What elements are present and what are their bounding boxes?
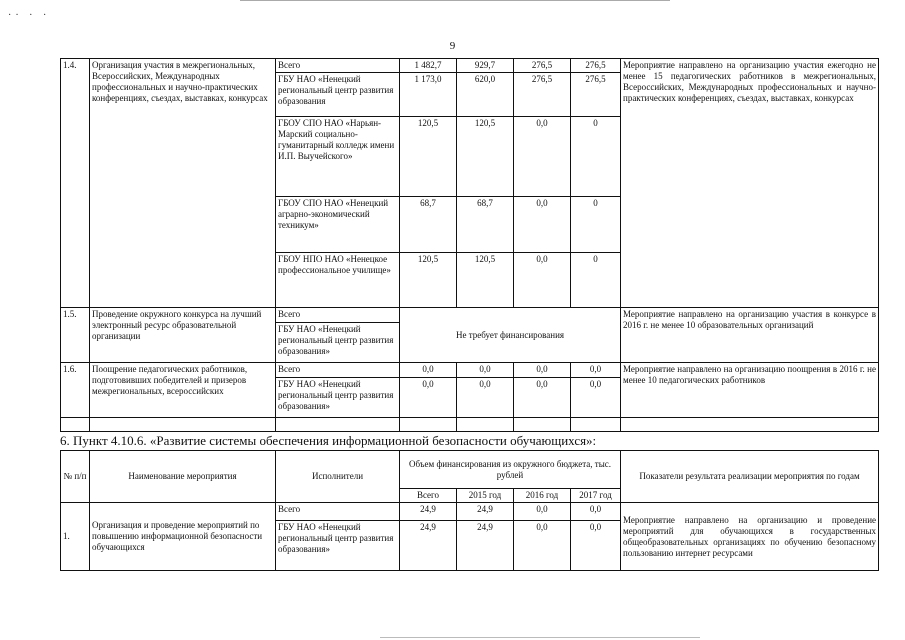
table-row xyxy=(61,59,879,73)
header-executors: Исполнители xyxy=(276,451,400,503)
activities-table xyxy=(60,58,879,432)
amount-2016: 0,0 xyxy=(514,363,571,378)
scan-artifact: ·· · · xyxy=(8,10,51,21)
amount-total: 1 482,7 xyxy=(400,59,457,73)
executor-name: Всего xyxy=(276,363,400,378)
amount-2016: 0,0 xyxy=(514,197,571,253)
activity-name: Организация участия в межрегиональных, Всероссийских, Международных профессиональных и научно-практических конференциях, съездах, выставках, конкурсах xyxy=(90,59,276,308)
executor-name: Всего xyxy=(276,503,400,521)
amount-2017: 0 xyxy=(571,253,621,308)
amount-2015: 24,9 xyxy=(457,503,514,521)
section6-table xyxy=(60,450,879,571)
amount-2016: 0,0 xyxy=(514,117,571,197)
result-indicator: Мероприятие направлено на организацию участия в конкурсе в 2016 г. не менее 10 образовательных организаций xyxy=(621,308,879,363)
executor-name: ГБУ НАО «Ненецкий региональный центр развития образования xyxy=(276,73,400,117)
header-2016: 2016 год xyxy=(514,489,571,503)
table-row xyxy=(61,363,879,378)
header-name: Наименование мероприятия xyxy=(90,451,276,503)
executor-name: Всего xyxy=(276,59,400,73)
amount-2015: 24,9 xyxy=(457,521,514,571)
activity-name: Поощрение педагогических работников, подготовивших победителей и призеров межрегиональных, всероссийских xyxy=(90,363,276,418)
amount-2016: 276,5 xyxy=(514,59,571,73)
row-number: 1.5. xyxy=(61,308,90,363)
amount-total: 68,7 xyxy=(400,197,457,253)
amount-2016: 0,0 xyxy=(514,378,571,418)
section-title: 6. Пункт 4.10.6. «Развитие системы обеспечения информационной безопасности обучающихся»: xyxy=(60,433,597,448)
amount-2017: 276,5 xyxy=(571,73,621,117)
amount-total: 1 173,0 xyxy=(400,73,457,117)
header-2017: 2017 год xyxy=(571,489,621,503)
amount-total: 24,9 xyxy=(400,503,457,521)
result-indicator: Мероприятие направлено на организацию и проведение мероприятий для обучающихся в государственных общеобразовательных организациях по обучению безопасному пользованию интернет ресурсами xyxy=(621,503,879,571)
activity-name: Организация и проведение мероприятий по повышению информационной безопасности обучающихся xyxy=(90,503,276,571)
amount-2017: 0,0 xyxy=(571,521,621,571)
amount-2017: 0,0 xyxy=(571,363,621,378)
amount-total: 120,5 xyxy=(400,117,457,197)
amount-2015: 620,0 xyxy=(457,73,514,117)
amount-2017: 0,0 xyxy=(571,503,621,521)
amount-2016: 0,0 xyxy=(514,521,571,571)
amount-2015: 0,0 xyxy=(457,378,514,418)
executor-name: ГБУ НАО «Ненецкий региональный центр развития образования» xyxy=(276,323,400,363)
amount-total: 0,0 xyxy=(400,378,457,418)
executor-name: ГБОУ СПО НАО «Нарьян-Марский социально-гуманитарный колледж имени И.П. Выучейского» xyxy=(276,117,400,197)
amount-total: 120,5 xyxy=(400,253,457,308)
executor-name: ГБУ НАО «Ненецкий региональный центр развития образования» xyxy=(276,521,400,571)
amount-total: 0,0 xyxy=(400,363,457,378)
funding-note: Не требует финансирования xyxy=(400,308,621,363)
amount-total: 24,9 xyxy=(400,521,457,571)
table-header-row xyxy=(61,451,879,489)
amount-2017: 0 xyxy=(571,197,621,253)
page-number: 9 xyxy=(449,40,456,52)
scan-top-rule xyxy=(240,0,670,1)
amount-2015: 120,5 xyxy=(457,253,514,308)
amount-2016: 0,0 xyxy=(514,503,571,521)
row-number: 1.6. xyxy=(61,363,90,418)
amount-2016: 0,0 xyxy=(514,253,571,308)
amount-2015: 929,7 xyxy=(457,59,514,73)
header-funding: Объем финансирования из окружного бюджета, тыс. рублей xyxy=(400,451,621,489)
amount-2015: 68,7 xyxy=(457,197,514,253)
amount-2017: 0 xyxy=(571,117,621,197)
executor-name: ГБОУ СПО НАО «Ненецкий аграрно-экономический техникум» xyxy=(276,197,400,253)
amount-2017: 276,5 xyxy=(571,59,621,73)
amount-2015: 120,5 xyxy=(457,117,514,197)
table-row xyxy=(61,308,879,323)
scan-bottom-rule xyxy=(380,637,700,638)
amount-2016: 276,5 xyxy=(514,73,571,117)
amount-2017: 0,0 xyxy=(571,378,621,418)
amount-2015: 0,0 xyxy=(457,363,514,378)
result-indicator: Мероприятие направлено на организацию поощрения в 2016 г. не менее 10 педагогических работников xyxy=(621,363,879,418)
header-2015: 2015 год xyxy=(457,489,514,503)
executor-name: Всего xyxy=(276,308,400,323)
executor-name: ГБОУ НПО НАО «Ненецкое профессиональное училище» xyxy=(276,253,400,308)
row-number: 1.4. xyxy=(61,59,90,308)
row-number: 1. xyxy=(61,503,90,571)
table-row xyxy=(61,503,879,521)
header-total: Всего xyxy=(400,489,457,503)
header-result: Показатели результата реализации мероприятия по годам xyxy=(621,451,879,503)
result-indicator: Мероприятие направлено на организацию участия ежегодно не менее 15 педагогических работников в межрегиональных, Всероссийских, Международных профессиональных и научно-практических конференциях, съездах, выставках, конкурсах xyxy=(621,59,879,308)
empty-row xyxy=(61,418,879,432)
executor-name: ГБУ НАО «Ненецкий региональный центр развития образования» xyxy=(276,378,400,418)
header-num: № п/п xyxy=(61,451,90,503)
activity-name: Проведение окружного конкурса на лучший электронный ресурс образовательной организации xyxy=(90,308,276,363)
